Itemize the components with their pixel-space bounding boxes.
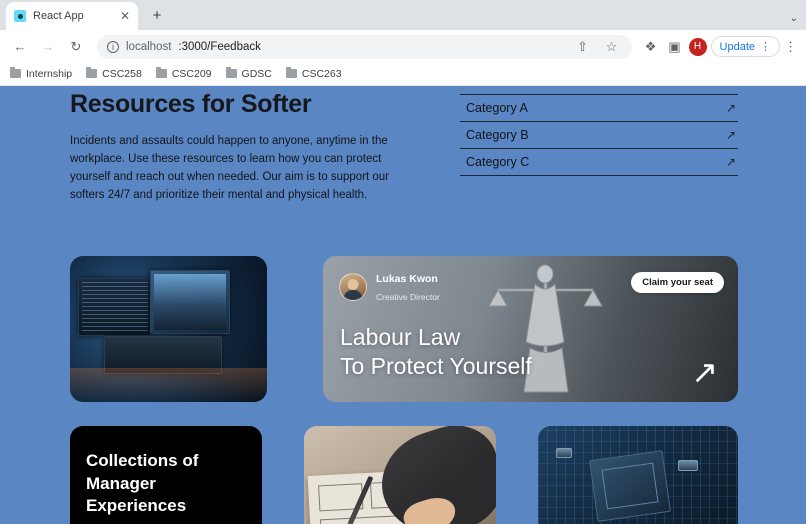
arrow-up-right-icon: ↗ xyxy=(725,155,736,170)
cards-section xyxy=(70,256,738,524)
kebab-icon: ⋮ xyxy=(760,41,771,54)
side-panel-icon[interactable]: ▣ xyxy=(668,38,681,54)
monitor-left xyxy=(78,278,152,336)
category-item-a[interactable] xyxy=(460,94,738,122)
forward-button[interactable]: → xyxy=(41,39,55,55)
profile-avatar[interactable]: H xyxy=(689,38,707,56)
bookmark-label: Internship xyxy=(26,67,73,80)
bookmark-label: CSC209 xyxy=(171,67,212,80)
law-heading-line-1: Labour Law xyxy=(340,323,461,350)
cards-row-top xyxy=(70,256,738,402)
back-button[interactable]: ← xyxy=(13,39,27,55)
bookmark-csc209[interactable] xyxy=(156,68,212,80)
browser-menu-button[interactable]: ⋮ xyxy=(784,38,798,54)
react-icon xyxy=(14,10,26,22)
bookmark-gdsc[interactable] xyxy=(226,68,272,80)
hero-section xyxy=(70,86,738,204)
collections-line-2: Manager xyxy=(86,473,156,493)
collections-line-3: Experiences xyxy=(86,495,187,515)
hero-description: Incidents and assaults could happen to anyone, anytime in the workplace. Use these resources to learn how you can protect yourself and reach out when needed. Our aim is to support our softers 24/7 and prioritize their mental and physical health. xyxy=(70,135,389,201)
avatar xyxy=(339,273,367,301)
bookmark-internship[interactable] xyxy=(10,68,72,80)
card-sketching-photo[interactable] xyxy=(304,426,496,524)
card-circuit-photo[interactable] xyxy=(538,426,738,524)
folder-icon xyxy=(226,69,237,78)
folder-icon xyxy=(86,69,97,78)
reload-button[interactable]: ↻ xyxy=(70,38,82,54)
card-labour-law[interactable] xyxy=(323,256,738,402)
update-button[interactable] xyxy=(711,36,780,57)
bookmark-csc263[interactable] xyxy=(286,68,342,80)
arrow-up-right-icon: ↗ xyxy=(725,101,736,116)
presenter-name: Lukas Kwon xyxy=(376,273,438,286)
url-host: localhost xyxy=(126,40,172,53)
tab-strip xyxy=(0,0,806,30)
capacitor-shape xyxy=(556,448,572,458)
chip-shape xyxy=(589,450,671,522)
bookmark-star-icon[interactable]: ☆ xyxy=(605,38,618,54)
share-icon[interactable]: ⇧ xyxy=(577,38,588,54)
capacitor-shape xyxy=(678,460,698,471)
close-icon[interactable]: ✕ xyxy=(119,9,130,24)
site-info-icon[interactable]: i xyxy=(107,41,119,53)
card-workstation-photo[interactable] xyxy=(70,256,267,402)
desk-glow xyxy=(70,368,267,402)
hero-text-block xyxy=(70,90,420,204)
url-path: :3000/Feedback xyxy=(178,40,261,53)
category-label: Category B xyxy=(466,128,529,143)
law-card-heading xyxy=(340,323,532,382)
monitor-right xyxy=(150,270,230,334)
new-tab-button[interactable]: + xyxy=(152,6,162,24)
category-item-b[interactable] xyxy=(460,122,738,149)
arrow-up-right-icon: ↗ xyxy=(725,128,736,143)
collections-line-1: Collections of xyxy=(86,451,199,471)
presenter-role: Creative Director xyxy=(376,292,440,303)
workstation-image xyxy=(70,256,267,402)
bookmarks-bar xyxy=(0,63,806,86)
card-manager-experiences[interactable] xyxy=(70,426,262,524)
category-label: Category A xyxy=(466,101,528,116)
page-viewport xyxy=(0,86,806,524)
category-item-c[interactable] xyxy=(460,149,738,176)
extensions-icon[interactable]: ❖ xyxy=(644,38,657,54)
chevron-down-icon[interactable]: ⌄ xyxy=(789,13,798,25)
address-bar[interactable] xyxy=(97,35,632,59)
collections-heading xyxy=(86,450,246,516)
resources-page xyxy=(0,86,806,524)
page-title: Resources for Softer xyxy=(70,90,312,119)
tab-react-app[interactable] xyxy=(6,2,138,30)
folder-icon xyxy=(10,69,21,78)
arrow-up-right-icon[interactable]: ↗ xyxy=(691,354,718,391)
category-list xyxy=(460,94,738,204)
update-label: Update xyxy=(719,40,755,53)
folder-icon xyxy=(286,69,297,78)
bookmark-label: CSC258 xyxy=(102,67,142,80)
law-heading-line-2: To Protect Yourself xyxy=(340,353,532,379)
folder-icon xyxy=(156,69,167,78)
claim-seat-button[interactable]: Claim your seat xyxy=(631,272,724,293)
bookmark-csc258[interactable] xyxy=(86,68,142,80)
cards-row-bottom xyxy=(70,426,738,524)
bookmark-label: GDSC xyxy=(241,67,272,80)
tab-title: React App xyxy=(33,10,84,23)
bookmark-label: CSC263 xyxy=(301,67,342,80)
browser-toolbar xyxy=(0,30,806,62)
category-label: Category C xyxy=(466,155,530,170)
